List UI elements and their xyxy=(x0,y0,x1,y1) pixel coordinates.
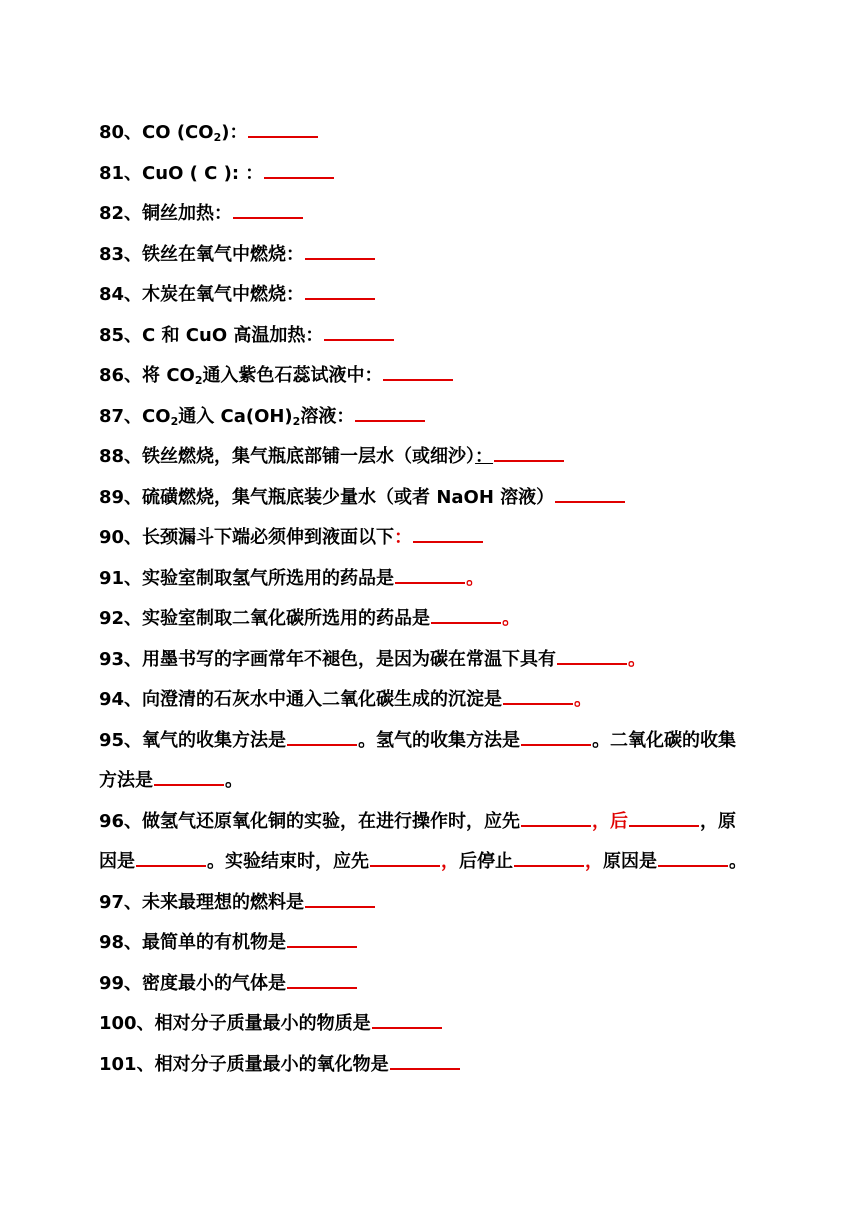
answer-blank[interactable] xyxy=(324,322,394,341)
question-93: 93、用墨书写的字画常年不褪色，是因为碳在常温下具有 。 xyxy=(99,646,646,671)
question-99: 99、密度最小的气体是 xyxy=(99,970,358,995)
answer-blank[interactable] xyxy=(287,727,357,746)
answer-blank[interactable] xyxy=(503,686,573,705)
answer-blank[interactable] xyxy=(521,727,591,746)
question-100: 100、相对分子质量最小的物质是 xyxy=(99,1010,443,1035)
question-87: 87、$CO_2$通入 $Ca(OH)_2$溶液： xyxy=(99,403,426,428)
question-97: 97、未来最理想的燃料是 xyxy=(99,889,376,914)
answer-blank[interactable] xyxy=(233,200,303,219)
answer-blank[interactable] xyxy=(629,808,699,827)
question-96: 96、做氢气还原氧化铜的实验，在进行操作时，应先 ，后 ，原 xyxy=(99,808,736,833)
question-85: 85、C 和 CuO 高温加热： xyxy=(99,322,395,347)
answer-blank[interactable] xyxy=(557,646,627,665)
answer-blank[interactable] xyxy=(154,767,224,786)
question-101: 101、相对分子质量最小的氧化物是 xyxy=(99,1051,461,1076)
answer-blank[interactable] xyxy=(383,362,453,381)
answer-blank[interactable] xyxy=(370,848,440,867)
answer-blank[interactable] xyxy=(305,241,375,260)
answer-blank[interactable] xyxy=(264,160,334,179)
answer-blank[interactable] xyxy=(136,848,206,867)
answer-blank[interactable] xyxy=(431,605,501,624)
question-90: 90、长颈漏斗下端必须伸到液面以下： xyxy=(99,524,484,549)
question-92: 92、实验室制取二氧化碳所选用的药品是 。 xyxy=(99,605,520,630)
question-95-continued: 方法是 。 xyxy=(99,767,243,792)
answer-blank[interactable] xyxy=(494,443,564,462)
question-98: 98、最简单的有机物是 xyxy=(99,929,358,954)
question-88: 88、铁丝燃烧，集气瓶底部铺一层水（或细沙）： xyxy=(99,443,565,468)
answer-blank[interactable] xyxy=(372,1010,442,1029)
answer-blank[interactable] xyxy=(514,848,584,867)
question-96-continued: 因是 。实验结束时，应先 ，后停止 ，原因是 。 xyxy=(99,848,747,873)
answer-blank[interactable] xyxy=(305,889,375,908)
answer-blank[interactable] xyxy=(521,808,591,827)
question-84: 84、木炭在氧气中燃烧： xyxy=(99,281,376,306)
answer-blank[interactable] xyxy=(287,970,357,989)
question-83: 83、铁丝在氧气中燃烧： xyxy=(99,241,376,266)
question-94: 94、向澄清的石灰水中通入二氧化碳生成的沉淀是 。 xyxy=(99,686,592,711)
answer-blank[interactable] xyxy=(413,524,483,543)
question-81: 81、CuO ( C ): ： xyxy=(99,160,335,185)
question-89: 89、硫磺燃烧，集气瓶底装少量水（或者 NaOH 溶液） xyxy=(99,484,626,509)
answer-blank[interactable] xyxy=(287,929,357,948)
question-91: 91、实验室制取氢气所选用的药品是 。 xyxy=(99,565,484,590)
answer-blank[interactable] xyxy=(355,403,425,422)
answer-blank[interactable] xyxy=(390,1051,460,1070)
answer-blank[interactable] xyxy=(658,848,728,867)
question-95: 95、氧气的收集方法是 。氢气的收集方法是 。二氧化碳的收集 xyxy=(99,727,736,752)
answer-blank[interactable] xyxy=(395,565,465,584)
question-80: 80、CO $(CO_2)$： xyxy=(99,119,319,144)
answer-blank[interactable] xyxy=(305,281,375,300)
answer-blank[interactable] xyxy=(248,119,318,138)
question-86: 86、将 $CO_2$通入紫色石蕊试液中： xyxy=(99,362,454,387)
question-82: 82、铜丝加热： xyxy=(99,200,304,225)
answer-blank[interactable] xyxy=(555,484,625,503)
